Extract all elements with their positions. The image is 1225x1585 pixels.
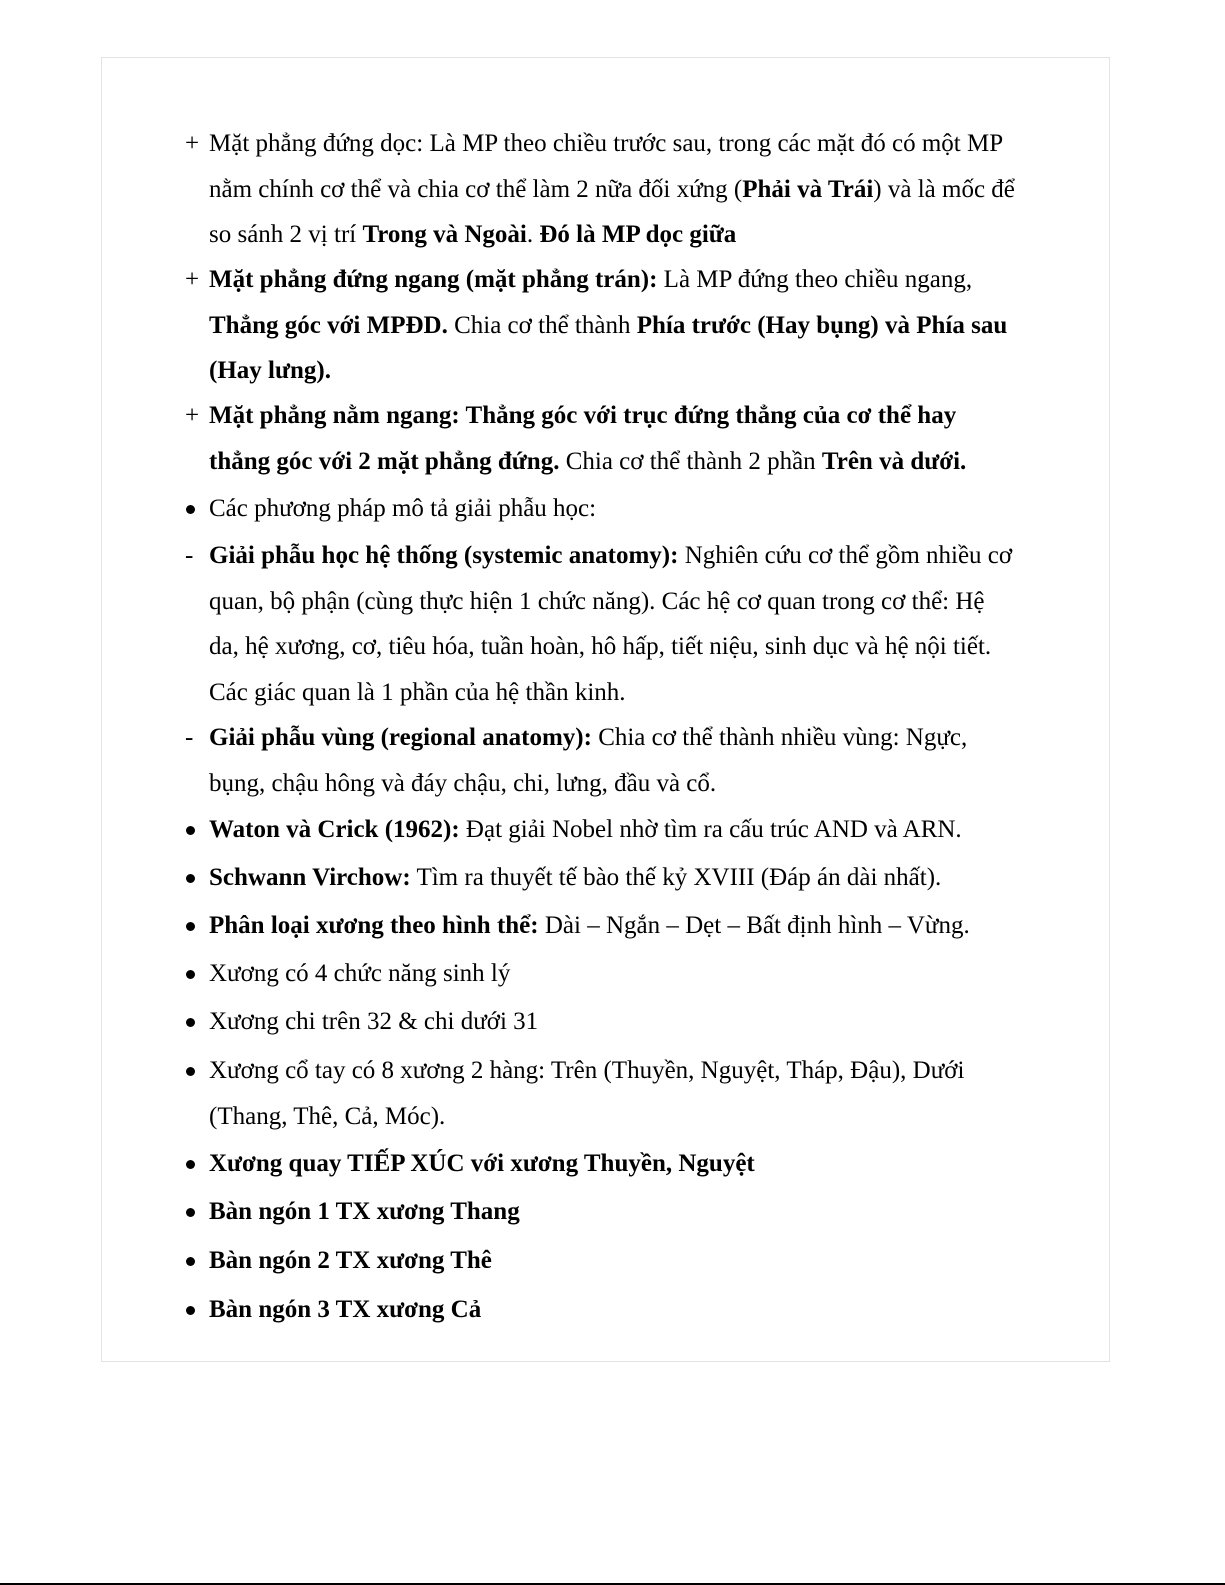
text-segment: Chia cơ thể thành nhiều vùng: Ngực, [591,724,968,751]
text-line [185,807,1075,853]
list-item [185,393,1075,484]
bullet-dot-icon [186,1018,195,1027]
bold-text: (Hay lưng). [209,357,331,384]
bold-text: Mặt phẳng nằm ngang: Thẳng góc với trục đứng thẳng của cơ thể hay [209,402,957,429]
bold-text: Giải phẫu học hệ thống (systemic anatomy): [209,542,679,569]
dash-marker: - [185,542,194,569]
list-item [185,257,1075,394]
text-segment: Nghiên cứu cơ thể gồm nhiều cơ [678,542,1013,569]
text-segment: bụng, chậu hông và đáy chậu, chi, lưng, đầu và cổ. [209,769,717,797]
plus-marker: + [185,130,200,157]
text-segment: Chia cơ thể thành [447,311,637,339]
text-segment: quan, bộ phận (cùng thực hiện 1 chức năng). Các hệ cơ quan trong cơ thể: Hệ [209,587,985,615]
text-line [185,670,1075,716]
text-line [185,1189,1075,1235]
list-item [185,486,1075,532]
bullet-dot-icon [186,1306,195,1315]
bullet-dot-icon [186,970,195,979]
list-item [185,121,1075,258]
text-line [185,624,1075,670]
bold-text: Schwann Virchow: [209,864,411,891]
bold-text: Mặt phẳng đứng ngang (mặt phẳng trán): [209,266,658,293]
text-segment: . [526,221,540,248]
bullet-dot-icon [186,1208,195,1217]
list-item [185,715,1075,806]
text-line [185,1287,1075,1333]
bold-text: Bàn ngón 1 TX xương Thang [209,1198,520,1225]
bullet-dot-icon [186,1257,195,1266]
bold-text: Phân loại xương theo hình thể: [209,912,539,939]
text-line [185,903,1075,949]
list-item [185,1048,1075,1139]
text-segment: nằm chính cơ thể và chia cơ thể làm 2 nữa đối xứng ( [209,175,743,203]
text-line [185,1141,1075,1187]
list-item [185,807,1075,853]
list-item [185,903,1075,949]
bold-text: Bàn ngón 2 TX xương Thê [209,1247,492,1274]
text-line [185,715,1075,761]
text-segment: Xương cổ tay có 8 xương 2 hàng: Trên (Thuyền, Nguyệt, Tháp, Đậu), Dưới [209,1057,965,1084]
bold-text: Phía trước (Hay bụng) và Phía sau [636,311,1008,339]
plus-marker: + [185,266,200,293]
text-line [185,1048,1075,1094]
text-segment: Tìm ra thuyết tế bào thế kỷ XVIII (Đáp án dài nhất). [410,864,942,891]
list-item [185,533,1075,715]
text-line [185,761,1075,807]
text-line [185,212,1075,258]
bold-text: Phải và Trái [742,175,874,203]
text-line [185,167,1075,213]
list-item [185,999,1075,1045]
text-line [185,303,1075,349]
bold-text: Thẳng góc với MPĐD. [209,311,448,339]
text-segment: ) và là mốc để [873,175,1015,203]
bold-text: thẳng góc với 2 mặt phẳng đứng. [209,447,560,475]
text-line [185,348,1075,394]
bold-text: Đó là MP dọc giữa [539,221,737,248]
text-line [185,121,1075,167]
text-segment: Đạt giải Nobel nhờ tìm ra cấu trúc AND và ARN. [459,816,962,843]
text-line [185,486,1075,532]
bullet-dot-icon [186,505,195,514]
dash-marker: - [185,724,194,751]
text-line [185,257,1075,303]
list-item [185,951,1075,997]
text-segment: Các giác quan là 1 phần của hệ thần kinh. [209,678,626,706]
text-line [185,439,1075,485]
bullet-dot-icon [186,874,195,883]
text-segment: Chia cơ thể thành 2 phần [559,447,822,475]
plus-marker: + [185,402,200,429]
text-segment: Là MP đứng theo chiều ngang, [657,266,973,293]
text-line [185,579,1075,625]
text-segment: so sánh 2 vị trí [209,221,363,248]
text-line [185,393,1075,439]
bold-text: Waton và Crick (1962): [209,816,460,843]
list-item [185,1141,1075,1187]
bullet-dot-icon [186,1160,195,1169]
text-segment: (Thang, Thê, Cả, Móc). [209,1102,446,1130]
bold-text: Giải phẫu vùng (regional anatomy): [209,724,592,751]
text-line [185,999,1075,1045]
bold-text: Bàn ngón 3 TX xương Cả [209,1296,482,1323]
text-line [185,1094,1075,1140]
bold-text: Xương quay TIẾP XÚC với xương Thuyền, Nguyệt [209,1150,755,1177]
text-segment: Dài – Ngắn – Dẹt – Bất định hình – Vừng. [538,912,970,939]
bullet-dot-icon [186,922,195,931]
list-item [185,855,1075,901]
bullet-dot-icon [186,826,195,835]
text-line [185,951,1075,997]
bullet-dot-icon [186,1067,195,1076]
text-segment: Xương chi trên 32 & chi dưới 31 [209,1008,539,1035]
text-segment: Các phương pháp mô tả giải phẫu học: [209,495,597,522]
text-line [185,1238,1075,1284]
text-segment: da, hệ xương, cơ, tiêu hóa, tuần hoàn, hô hấp, tiết niệu, sinh dục và hệ nội tiết. [209,633,992,660]
text-segment: Xương có 4 chức năng sinh lý [209,960,511,987]
text-line [185,855,1075,901]
list-item [185,1287,1075,1333]
list-item [185,1189,1075,1235]
list-item [185,1238,1075,1284]
bold-text: Trong và Ngoài [362,221,527,248]
text-segment: Mặt phẳng đứng dọc: Là MP theo chiều trước sau, trong các mặt đó có một MP [209,130,1004,157]
text-line [185,533,1075,579]
bold-text: Trên và dưới. [821,447,967,475]
